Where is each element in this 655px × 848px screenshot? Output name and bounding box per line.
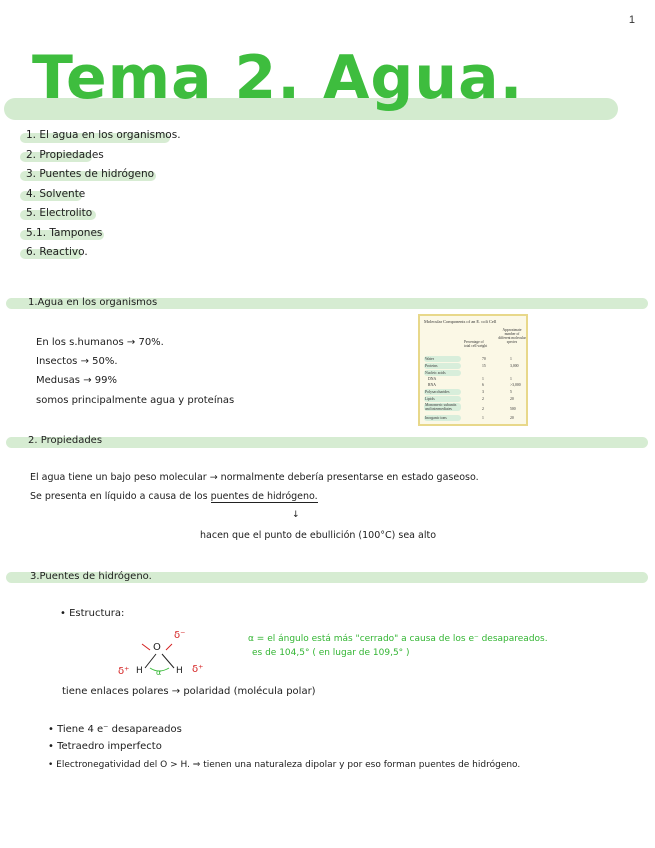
section1-line: En los s.humanos → 70%. (36, 337, 164, 348)
table-cell: 70 (482, 357, 486, 361)
section3-title: 3.Puentes de hidrógeno. (30, 571, 152, 582)
table-title: Molecular Components of an E. coli Cell (424, 319, 497, 324)
table-row (424, 363, 524, 369)
section2-line: hacen que el punto de ebullición (100°C) sea alto (200, 530, 437, 541)
o-h-bond (145, 654, 156, 668)
section2-line-text: Se presenta en líquido a causa de los (30, 491, 211, 502)
table-cell: Nucleic acids (424, 370, 461, 376)
oxygen-atom: O (153, 642, 161, 653)
table-cell: >3,000 (510, 383, 521, 387)
toc-item: 5. Electrolito (26, 207, 93, 219)
table-cell: Monomeric subunits and intermediates (424, 403, 461, 411)
alpha-label: α (156, 668, 162, 677)
o-h-bond (162, 654, 174, 668)
toc-item: 4. Solvente (26, 187, 86, 200)
page-number: 1 (628, 14, 635, 26)
table-cell: 2 (482, 407, 484, 411)
delta-plus-label: δ⁺ (118, 666, 130, 677)
section1-line: Medusas → 99% (36, 375, 117, 386)
polar-bonds-line: tiene enlaces polares → polaridad (molécula polar) (62, 686, 316, 697)
table-cell: 5 (510, 390, 512, 394)
section1-title: 1.Agua en los organismos (28, 297, 158, 308)
table-cell: DNA (428, 377, 437, 381)
table-header: Approximate number of different molecular species (498, 328, 526, 344)
toc-item: 2. Propiedades (26, 148, 104, 161)
table-cell: 3,000 (510, 364, 519, 368)
table-cell: 500 (510, 407, 516, 411)
section2-line (30, 491, 318, 502)
table-cell: RNA (428, 383, 437, 387)
toc-item: 3. Puentes de hidrógeno (26, 168, 155, 180)
section3-bullet: • Tetraedro imperfecto (48, 741, 162, 752)
table-row (424, 403, 524, 413)
section3-bullet: • Electronegatividad del O > H. ⇒ tienen una naturaleza dipolar y por eso forman puentes de hidrógeno. (48, 760, 521, 770)
table-cell: 20 (510, 416, 514, 420)
delta-plus-label: δ⁺ (192, 664, 204, 675)
page-title: Tema 2. Agua. (32, 43, 524, 113)
hydrogen-atom: H (176, 666, 183, 676)
water-molecule-diagram (112, 628, 212, 684)
table-header: Percentage of total cell weight (464, 340, 488, 348)
section1-line: Insectos → 50%. (36, 356, 118, 367)
table-cell: 3 (482, 390, 484, 394)
table-row (424, 396, 524, 402)
table-cell: 20 (510, 397, 514, 401)
table-cell: 1 (482, 377, 484, 381)
delta-minus-label: δ⁻ (174, 630, 186, 641)
hydrogen-bonds-underlined: puentes de hidrógeno. (210, 491, 318, 502)
ecoli-components-table-image (418, 314, 528, 426)
section3-bullet: • Tiene 4 e⁻ desapareados (48, 724, 182, 735)
table-cell: Water (424, 356, 461, 362)
toc-item: 1. El agua en los organismos. (26, 129, 181, 141)
table-row (424, 382, 524, 388)
section1-line: somos principalmente agua y proteínas (36, 395, 235, 406)
down-arrow: ↓ (292, 510, 300, 520)
section2-line: El agua tiene un bajo peso molecular → normalmente debería presentarse en estado gaseoso. (30, 472, 479, 483)
section-highlight (6, 437, 648, 448)
structure-label: • Estructura: (60, 608, 125, 619)
hydrogen-atom: H (136, 666, 143, 676)
table-cell: 1 (510, 357, 512, 361)
table-cell: 6 (482, 383, 484, 387)
table-row (424, 356, 524, 362)
section2-title: 2. Propiedades (28, 435, 103, 446)
table-row (424, 415, 524, 421)
table-cell: Lipids (424, 396, 461, 402)
lone-pair-mark (166, 644, 172, 650)
table-row (424, 389, 524, 395)
lone-pair-mark (142, 644, 150, 650)
angle-note: α = el ángulo está más "cerrado" a causa de los e⁻ desapareados. (248, 634, 548, 644)
table-cell: Proteins (424, 363, 461, 369)
table-of-contents (26, 126, 181, 263)
table-cell: Inorganic ions (424, 415, 461, 421)
table-cell: Polysaccharides (424, 389, 461, 395)
table-cell: 1 (482, 416, 484, 420)
table-cell: 15 (482, 364, 486, 368)
toc-item: 6. Reactivo. (26, 246, 88, 258)
table-cell: 2 (482, 397, 484, 401)
angle-note: es de 104,5° ( en lugar de 109,5° ) (252, 648, 410, 658)
toc-item: 5.1. Tampones (26, 226, 103, 239)
table-cell: 1 (510, 377, 512, 381)
